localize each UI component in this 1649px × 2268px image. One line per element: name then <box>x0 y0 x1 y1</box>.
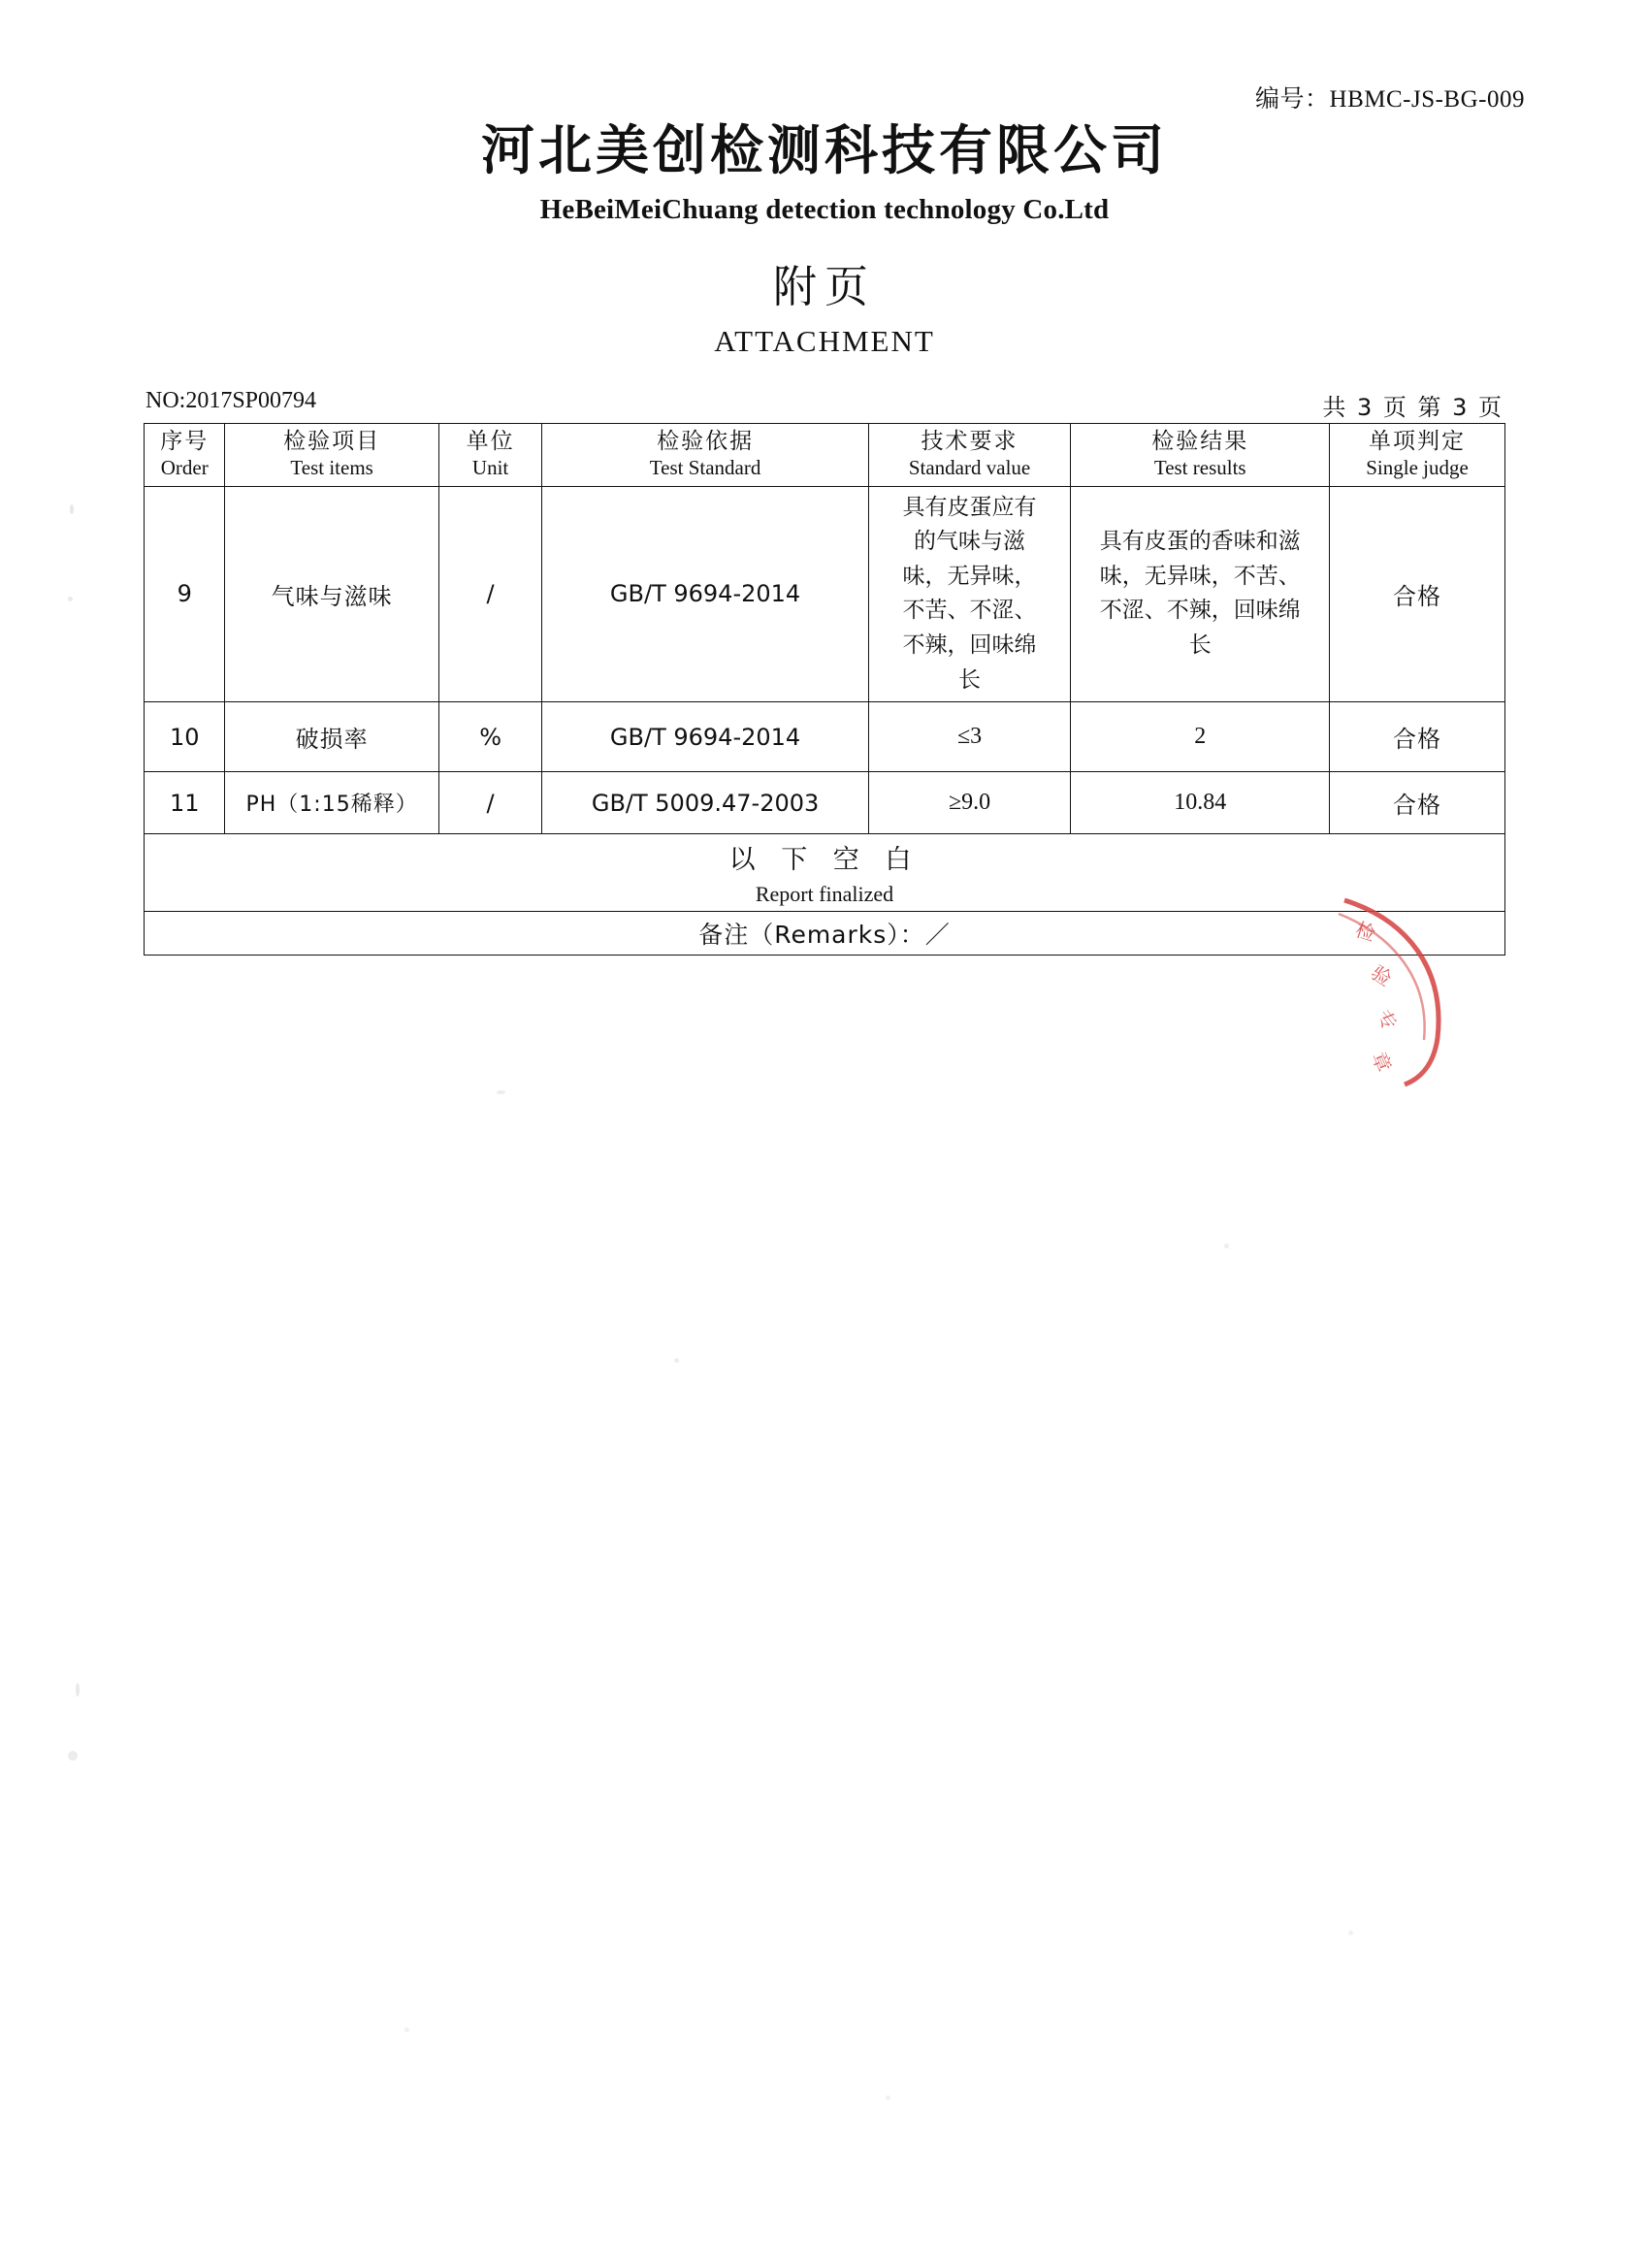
page-title-en: ATTACHMENT <box>714 323 935 358</box>
scan-speck <box>497 1090 505 1094</box>
cell-standard-value: ≤3 <box>868 702 1071 772</box>
scan-speck <box>68 597 73 601</box>
table-row <box>145 486 1505 702</box>
cell-order: 10 <box>145 702 225 772</box>
page-title-cn: 附页 <box>772 260 876 312</box>
column-single-judge: 单项判定 Single judge <box>1330 423 1505 486</box>
scan-speck <box>76 1683 80 1697</box>
document-code: 编号：HBMC-JS-BG-009 <box>1255 86 1525 113</box>
cell-test-standard: GB/T 5009.47-2003 <box>542 772 868 834</box>
column-unit: 单位 Unit <box>438 423 542 486</box>
svg-text:检: 检 <box>1352 917 1378 946</box>
cell-remarks: 备注（Remarks）：／ <box>145 912 1505 956</box>
scan-speck <box>404 2027 409 2032</box>
column-test-results: 检验结果 Test results <box>1071 423 1330 486</box>
cell-test-result: 10.84 <box>1071 772 1330 834</box>
report-number: NO:2017SP00794 <box>146 387 317 413</box>
scan-speck <box>1224 1244 1229 1248</box>
table-row-finalized <box>145 834 1505 912</box>
cell-standard-value: ≥9.0 <box>868 772 1071 834</box>
company-name-cn: 河北美创检测科技有限公司 <box>480 119 1168 181</box>
pagination: 共 3 页 第 3 页 <box>1322 393 1504 421</box>
cell-test-item: PH（1:15稀释） <box>225 772 438 834</box>
svg-text:章: 章 <box>1367 1048 1397 1076</box>
test-results-table <box>144 423 1505 956</box>
report-meta <box>144 387 1505 421</box>
scan-speck <box>674 1358 679 1363</box>
scan-speck <box>68 1751 78 1761</box>
cell-single-judge: 合格 <box>1330 486 1505 702</box>
svg-text:专: 专 <box>1372 1005 1403 1035</box>
column-test-items: 检验项目 Test items <box>225 423 438 486</box>
table-row <box>145 702 1505 772</box>
cell-test-item: 气味与滋味 <box>225 486 438 702</box>
cell-order: 11 <box>145 772 225 834</box>
cell-unit: / <box>438 486 542 702</box>
column-test-standard: 检验依据 Test Standard <box>542 423 868 486</box>
cell-test-result: 具有皮蛋的香味和滋 味，无异味，不苦、 不涩、不辣，回味绵 长 <box>1071 486 1330 702</box>
cell-report-finalized: 以 下 空 白 Report finalized <box>145 834 1505 912</box>
table-row-remarks <box>145 912 1505 956</box>
column-standard-value: 技术要求 Standard value <box>868 423 1071 486</box>
cell-order: 9 <box>145 486 225 702</box>
column-order: 序号 Order <box>145 423 225 486</box>
cell-test-item: 破损率 <box>225 702 438 772</box>
table-header-row <box>145 423 1505 486</box>
scan-speck <box>1348 1930 1353 1935</box>
cell-single-judge: 合格 <box>1330 772 1505 834</box>
cell-unit: % <box>438 702 542 772</box>
cell-unit: / <box>438 772 542 834</box>
scan-speck <box>70 504 74 514</box>
cell-test-standard: GB/T 9694-2014 <box>542 486 868 702</box>
cell-test-result: 2 <box>1071 702 1330 772</box>
svg-text:验: 验 <box>1367 960 1397 991</box>
cell-standard-value: 具有皮蛋应有 的气味与滋 味，无异味， 不苦、不涩、 不辣，回味绵 长 <box>868 486 1071 702</box>
table-row <box>145 772 1505 834</box>
cell-test-standard: GB/T 9694-2014 <box>542 702 868 772</box>
company-name-en: HeBeiMeiChuang detection technology Co.Ltd <box>539 193 1110 225</box>
cell-single-judge: 合格 <box>1330 702 1505 772</box>
scan-speck <box>886 2095 890 2100</box>
